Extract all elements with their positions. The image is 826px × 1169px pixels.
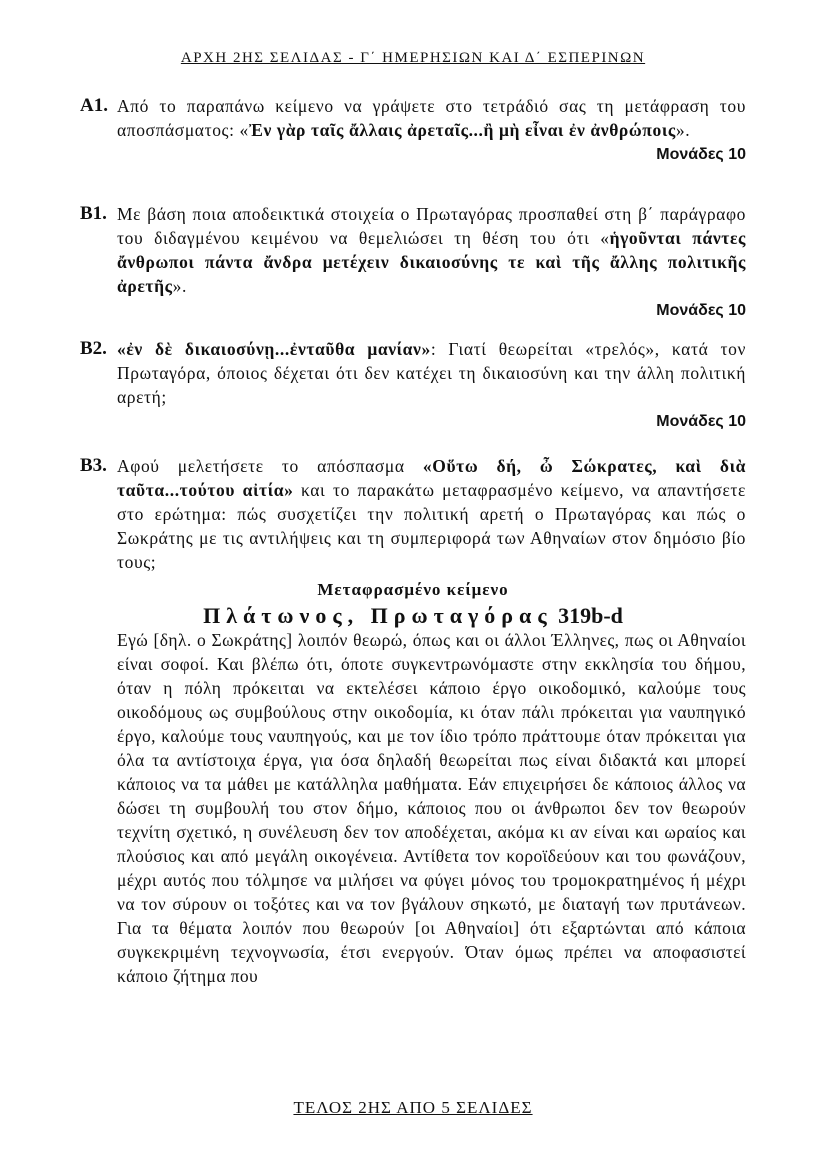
source-author-work: Πλάτωνος, Πρωταγόρας <box>203 603 553 628</box>
translated-text-title: Μεταφρασμένο κείμενο <box>317 580 509 599</box>
question-number: Β2. <box>80 338 107 359</box>
question-marks: Μονάδες 10 <box>656 302 746 319</box>
ancient-greek-excerpt: «Οὕτω δή, ὦ Σώκρατες, καὶ διὰ ταῦτα...τούτου αἰτία» <box>117 456 746 500</box>
ancient-greek-excerpt: ἡγοῦνται πάντες ἄνθρωποι πάντα ἄνδρα μετέχειν δικαιοσύνης τε καὶ τῆς ἄλλης πολιτικῆς ἀρετῆς <box>117 228 747 296</box>
question-number: Α1. <box>80 95 108 116</box>
question-b2 <box>80 337 746 433</box>
question-b1 <box>80 202 746 322</box>
footer-text: ΤΕΛΟΣ 2ΗΣ ΑΠΟ 5 ΣΕΛΙΔΕΣ <box>293 1098 533 1117</box>
question-marks: Μονάδες 10 <box>656 413 746 430</box>
ancient-greek-excerpt: «ἐν δὲ δικαιοσύνῃ...ἐνταῦθα μανίαν» <box>117 339 431 359</box>
question-text: «ἐν δὲ δικαιοσύνῃ...ἐνταῦθα μανίαν»: Γιατί θεωρείται «τρελός», κατά τον Πρωταγόρα, όποιος δέχεται ότι δεν κατέχει τη δικαιοσύνη και την άλλη πολιτική αρετή; <box>117 339 746 407</box>
source-reference: 319b-d <box>552 603 623 628</box>
translated-text-source <box>0 603 826 629</box>
question-text: Με βάση ποια αποδεικτικά στοιχεία ο Πρωταγόρας προσπαθεί στη β΄ παράγραφο του διδαγμένου κειμένου να θεμελιώσει τη θέση του ότι «ἡγοῦνται πάντες ἄνθρωποι πάντα ἄνδρα μετέχειν δικαιοσύνης τε καὶ τῆς ἄλλης πολιτικῆς ἀρετῆς». <box>117 204 747 296</box>
question-marks: Μονάδες 10 <box>656 146 746 163</box>
question-a1 <box>80 94 746 166</box>
translated-passage: Εγώ [δηλ. ο Σωκράτης] λοιπόν θεωρώ, όπως και οι άλλοι Έλληνες, πως οι Αθηναίοι είναι σοφοί. Και βλέπω ότι, όποτε συγκεντρωνόμαστε στην εκκλησία του δήμου, όταν η πόλη πρόκειται να εκτελέσει κάποιο έργο οικοδομικό, καλούμε τους οικοδόμους ως συμβούλους στην οικοδομία, κι όταν πάλι πρόκειται για ναυπηγικό έργο, καλούμε τους ναυπηγούς, και με τον ίδιο τρόπο πράττουμε όταν πρόκειται για όλα τα αντίστοιχα έργα, για όσα δηλαδή θεωρείται πως είναι διδακτά και μπορεί κάποιος να τα μάθει με κατάλληλα μαθήματα. Εάν επιχειρήσει δε κάποιος άλλος να δώσει τη συμβουλή του στον δήμο, κάποιος που οι άνθρωποι δεν τον θεωρούν τεχνίτη σχετικό, η συνέλευση δεν τον αποδέχεται, ακόμα κι αν είναι και ωραίος και πλούσιος και από μεγάλη οικογένεια. Αντίθετα τον κοροϊδεύουν και του φωνάζουν, μέχρι αυτός που τόλμησε να μιλήσει να φύγει μόνος του τρομοκρατημένος ή μέχρι να τον σύρουν οι τοξότες και να τον βγάλουν σηκωτό, με διαταγή των πρυτάνεων. Για τα θέματα λοιπόν που θεωρούν [οι Αθηναίοι] ότι εξαρτώνται από κάποια συγκεκριμένη τεχνογνωσία, έτσι ενεργούν. Όταν όμως πρέπει να αποφασιστεί κάποιο ζήτημα που <box>117 630 746 986</box>
page-header <box>0 50 826 67</box>
question-number: Β3. <box>80 455 107 476</box>
question-text: Από το παραπάνω κείμενο να γράψετε στο τετράδιό σας τη μετάφραση του αποσπάσματος: «Ἐν γὰρ ταῖς ἄλλαις ἀρεταῖς...ἢ μὴ εἶναι ἐν ἀνθρώποις». <box>117 96 746 140</box>
ancient-greek-excerpt: Ἐν γὰρ ταῖς ἄλλαις ἀρεταῖς...ἢ μὴ εἶναι ἐν ἀνθρώποις <box>248 120 676 140</box>
header-text: ΑΡΧΗ 2ΗΣ ΣΕΛΙΔΑΣ - Γ΄ ΗΜΕΡΗΣΙΩΝ ΚΑΙ Δ΄ ΕΣΠΕΡΙΝΩΝ <box>180 50 646 66</box>
question-number: Β1. <box>80 203 107 224</box>
question-b3 <box>80 454 746 574</box>
question-text: Αφού μελετήσετε το απόσπασμα «Οὕτω δή, ὦ Σώκρατες, καὶ διὰ ταῦτα...τούτου αἰτία» και το παρακάτω μεταφρασμένο κείμενο, να απαντήσετε στο ερώτημα: πώς συσχετίζει την πολιτική αρετή ο Πρωταγόρας και πώς ο Σωκράτης με τις αντιλήψεις και τη συμπεριφορά των Αθηναίων στον δημόσιο βίο τους; <box>117 456 746 572</box>
page-footer <box>0 1098 826 1118</box>
